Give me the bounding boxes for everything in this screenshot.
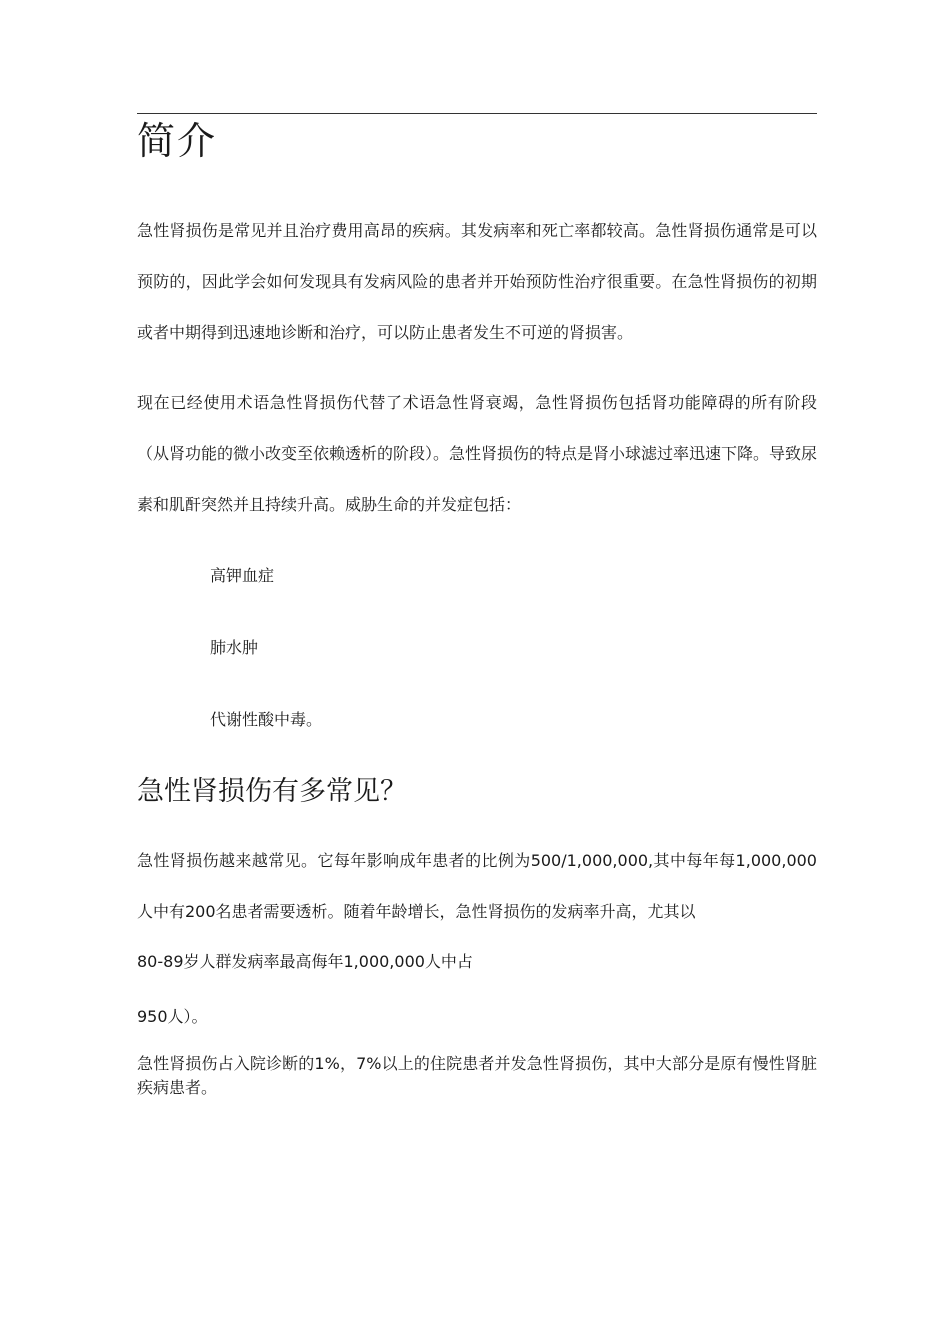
complication-item-metabolic-acidosis: 代谢性酸中毒。 xyxy=(210,710,323,729)
top-horizontal-rule xyxy=(137,113,817,114)
prevalence-paragraph-1-line-4: 950人）。 xyxy=(137,1007,208,1026)
section-title-intro: 简介 xyxy=(137,119,218,163)
section-heading-prevalence: 急性肾损伤有多常见？ xyxy=(137,776,407,807)
prevalence-paragraph-1-line-3: 80-89岁人群发病率最高侮年1,000,000人中占 xyxy=(137,952,473,971)
prevalence-paragraph-1: 急性肾损伤越来越常见。它每年影响成年患者的比例为500/1,000,000,其中每年每1,000,000人中有200名患者需要透析。随着年龄增长，急性肾损伤的发病率升高，尤其以 xyxy=(137,851,817,921)
intro-paragraph-2: 现在已经使用术语急性肾损伤代替了术语急性肾衰竭，急性肾损伤包括肾功能障碍的所有阶段（从肾功能的微小改变至依赖透析的阶段）。急性肾损伤的特点是肾小球滤过率迅速下降。导致尿素和肌酐突然并且持续升高。威胁生命的并发症包括： xyxy=(137,393,818,514)
intro-paragraph-1: 急性肾损伤是常见并且治疗费用高昂的疾病。其发病率和死亡率都较高。急性肾损伤通常是可以预防的，因此学会如何发现具有发病风险的患者并开始预防性治疗很重要。在急性肾损伤的初期或者中期得到迅速地诊断和治疗，可以防止患者发生不可逆的肾损害。 xyxy=(137,221,817,342)
prevalence-paragraph-2: 急性肾损伤占入院诊断的1%，7%以上的住院患者并发急性肾损伤，其中大部分是原有慢性肾脏疾病患者。 xyxy=(137,1054,817,1097)
complication-item-hyperkalemia: 高钾血症 xyxy=(210,566,275,585)
complication-item-pulmonary-edema: 肺水肿 xyxy=(210,638,259,657)
